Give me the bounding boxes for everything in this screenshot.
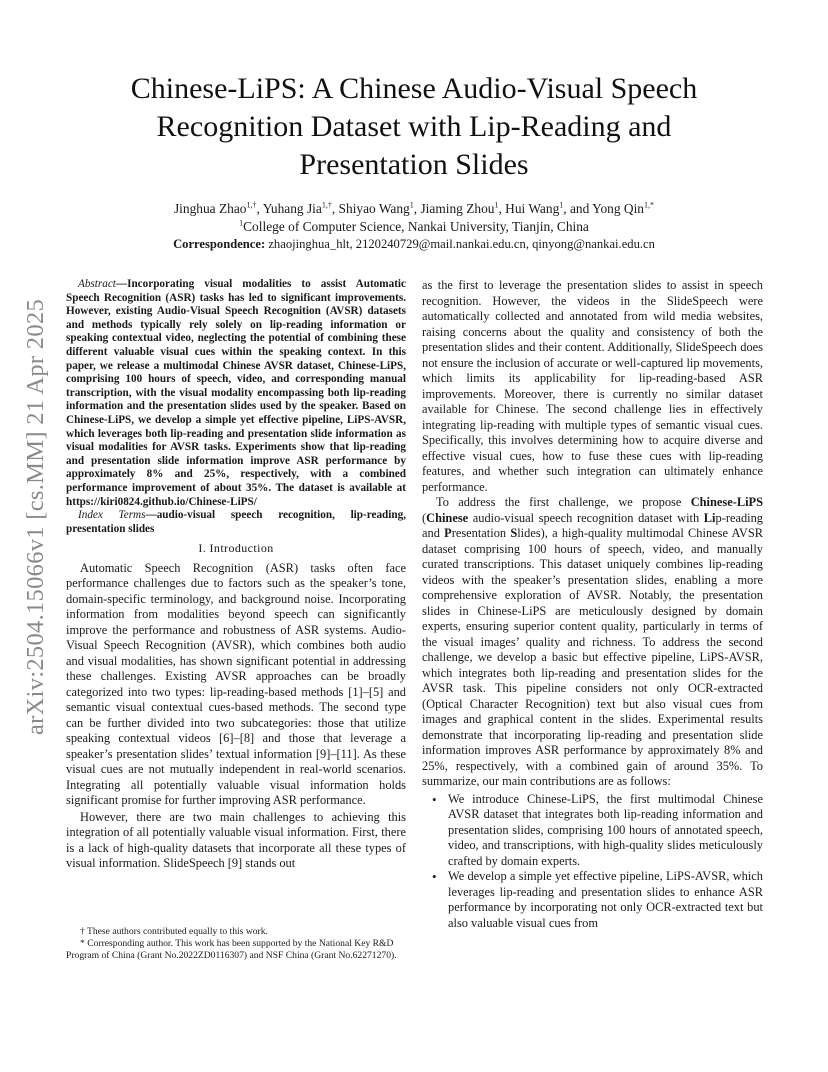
section-heading-introduction: I. Introduction	[198, 541, 274, 556]
author-mark: 1	[409, 200, 414, 210]
arxiv-identifier-text: arXiv:2504.15066v1 [cs.MM] 21 Apr 2025	[22, 298, 50, 736]
right-column	[422, 278, 763, 931]
author-name: Yuhang Jia	[262, 201, 322, 216]
title-line: Recognition Dataset with Lip-Reading and	[156, 110, 672, 143]
author-name: Yong Qin	[592, 201, 645, 216]
title-line: Presentation Slides	[299, 148, 529, 181]
title-line: Chinese-LiPS: A Chinese Audio-Visual Speech	[130, 72, 698, 105]
author-name: Jinghua Zhao	[173, 201, 247, 216]
paper-title	[80, 70, 748, 184]
body-paragraph: as the first to leverage the presentation slides to assist in speech recognition. However, the videos in the SlideSpeech were automatically collected and annotated from wild media websites, raising concerns about the quality and consistency of both the presentation slides and their content. Additionally, SlideSpeech does not ensure the inclusion of accurate or well-captured lip movements, which limits its applicability for lip-reading-based ASR improvements. Moreover, there is currently no similar dataset available for Chinese. The second challenge lies in effectively integrating lip-reading with multiple types of semantic visual cues. Specifically, this involves determining how to acquire diverse and effective visual cues, how to fuse these cues with lip-reading features, and whether such integration can ultimately enhance performance.	[422, 278, 763, 494]
affiliation-text: College of Computer Science, Nankai University, Tianjin, China	[243, 219, 589, 234]
body-paragraph: Automatic Speech Recognition (ASR) tasks often face performance challenges due to factors such as the speaker’s tone, domain-specific terminology, and background noise. Incorporating information from modalities beyond speech can significantly improve the performance and robustness of ASR systems. Audio-Visual Speech Recognition (AVSR), which combines both audio and visual modalities, has shown significant potential in addressing these challenges. Existing AVSR approaches can be broadly categorized into two types: lip-reading-based methods [1]–[5] and semantic visual contextual cues-based methods. The second type can be further divided into two subcategories: those that utilize speaking contextual videos [6]–[8] and those that leverage a speaker’s presentation slides’ textual information [9]–[11]. As these visual cues are not mutually independent in real-world scenarios. Integrating all potentially valuable visual information holds significant promise for further improving ASR performance.	[66, 560, 406, 808]
author-name: Shiyao Wang	[338, 201, 410, 216]
author-mark: 1,*	[644, 200, 655, 210]
arxiv-identifier-stamp	[22, 274, 50, 760]
author-name: Hui Wang	[505, 201, 560, 216]
footnote: * Corresponding author. This work has been supported by the National Key R&D Program of China (Grant No.2022ZD0116307) and NSF China (Grant No.62271270).	[66, 937, 397, 961]
author-list: Jinghua Zhao$^{1,\dagger}$, Yuhang Jia$^{1,\dagger}$, Shiyao Wang$^1$, Jiaming Zhou$^1$, Hui Wang$^1$, and Yong Qin$^{1,*}$	[173, 200, 655, 216]
correspondence	[80, 236, 748, 253]
index-terms	[66, 509, 406, 536]
contributions-list	[422, 792, 763, 932]
author-mark: 1	[559, 200, 564, 210]
affiliation-mark: 1	[239, 218, 244, 228]
abstract-label: Abstract	[78, 278, 116, 290]
left-column	[66, 278, 406, 872]
footnotes	[66, 920, 406, 961]
dataset-name: Chinese-LiPS	[690, 495, 763, 509]
index-terms-label: Index Terms	[78, 509, 146, 522]
correspondence-text: zhaojinghua_hlt, 2120240729@mail.nankai.edu.cn, qinyong@nankai.edu.cn	[268, 237, 655, 251]
list-item: • We develop a simple yet effective pipeline, LiPS-AVSR, which leverages lip-reading and presentation slides to enhance ASR performance by incorporating not only OCR-extracted text but also valuable visual cues from	[422, 869, 763, 931]
list-item: • We introduce Chinese-LiPS, the first multimodal Chinese AVSR dataset that integrates both lip-reading information and presentation slides, comprising 100 hours of annotated speech, video, and transcriptions, with high-quality slides meticulously crafted by domain experts.	[422, 792, 763, 870]
body-paragraph: However, there are two main challenges to achieving this integration of all potentially valuable visual information. First, there is a lack of high-quality datasets that incorporate all these types of visual information. SlideSpeech [9] stands out	[66, 809, 406, 871]
abstract	[66, 278, 406, 509]
footnote: † These authors contributed equally to this work.	[80, 926, 268, 937]
author-name: Jiaming Zhou	[420, 201, 495, 216]
body-paragraph-contribution-intro: To address the first challenge, we propose Chinese-LiPS (Chinese audio-visual speech recognition dataset with Lip-reading and Presentation Slides), a high-quality multimodal Chinese AVSR dataset comprising 100 hours of speech, video, and manually curated transcriptions. This dataset uniquely combines lip-reading videos with the speaker’s presentation slides, enabling a more comprehensive exploration of AVSR. Notably, the presentation slides in Chinese-LiPS are meticulously designed by domain experts, ensuring superior content quality, particularly in terms of the visual images’ quality and richness. To address the second challenge, we develop a basic but effective pipeline, LiPS-AVSR, which integrates both lip-reading and presentation slides for the AVSR task. This pipeline considers not only OCR-extracted (Optical Character Recognition) text but also visual cues from images and graphical content in the slides. Experimental results demonstrate that incorporating lip-reading and presentation slide information improves ASR performance by approximately 8% and 25%, respectively, with a combined gain of around 35%. To summarize, our main contributions are as follows:	[422, 495, 763, 788]
affiliation	[80, 218, 748, 235]
abstract-text: —Incorporating visual modalities to assist Automatic Speech Recognition (ASR) tasks has led to significant improvements. However, existing Audio-Visual Speech Recognition (AVSR) datasets and methods typically rely solely on lip-reading information or speaking contextual video, neglecting the potential of combining these different valuable visual cues within the speaking context. In this paper, we release a multimodal Chinese AVSR dataset, Chinese-LiPS, comprising 100 hours of speech, video, and corresponding manual transcription, with the visual modality encompassing both lip-reading information and the presentation slides used by the speaker. Based on Chinese-LiPS, we develop a simple yet effective pipeline, LiPS-AVSR, which leverages both lip-reading and presentation slide information as visual modalities for AVSR tasks. Experiments show that lip-reading and presentation slide information improve ASR performance by approximately 8% and 25%, respectively, with a combined performance improvement of about 35%. The dataset is available at https://kiri0824.github.io/Chinese-LiPS/	[66, 278, 406, 508]
correspondence-label: Correspondence:	[173, 237, 266, 251]
author-mark: 1,†	[246, 200, 257, 210]
author-mark: 1	[494, 200, 499, 210]
author-mark: 1,†	[321, 200, 332, 210]
index-terms-text: —audio-visual speech recognition, lip-reading, presentation slides	[66, 509, 407, 535]
